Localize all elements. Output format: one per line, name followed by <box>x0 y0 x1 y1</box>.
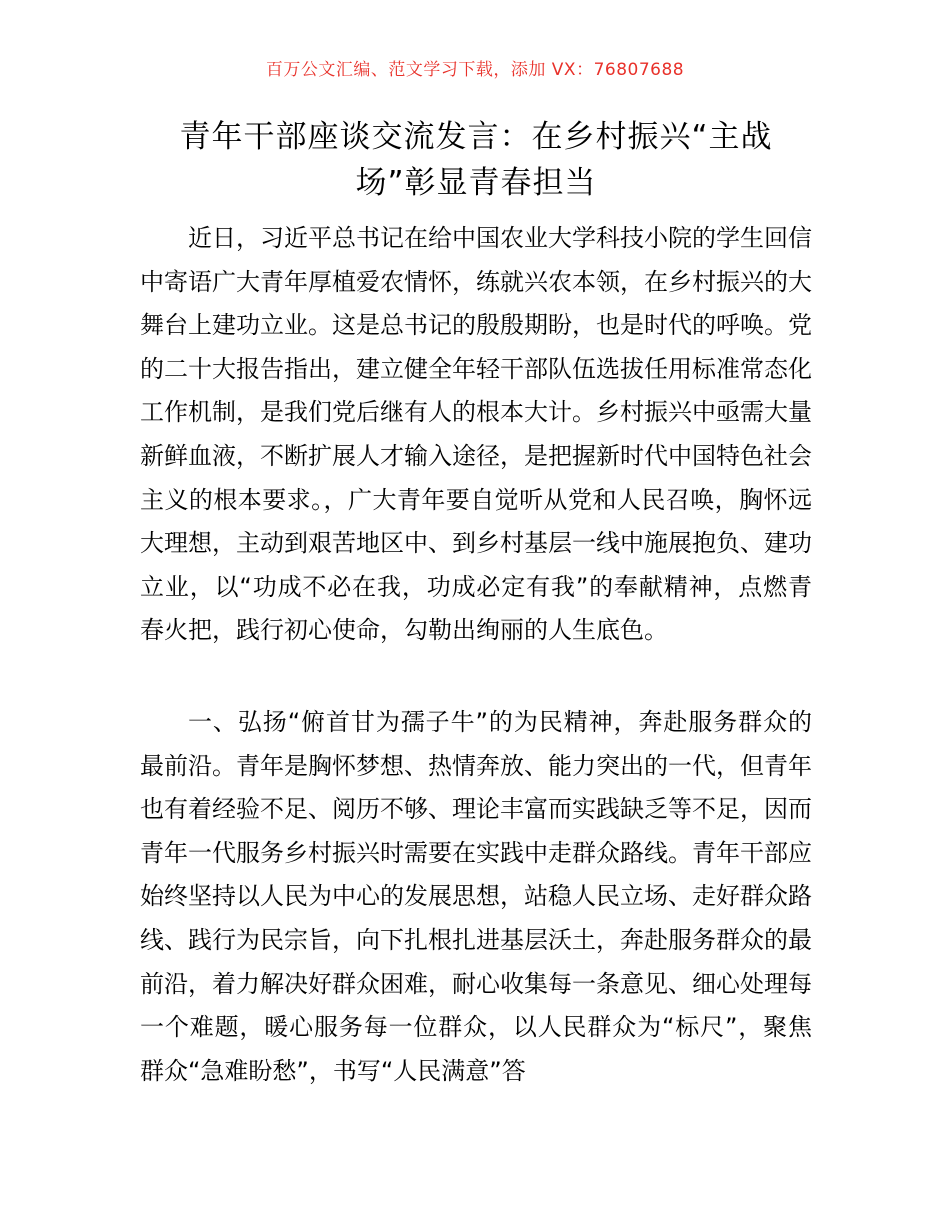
paragraph-section-one: 一、弘扬“俯首甘为孺子牛”的为民精神，奔赴服务群众的最前沿。青年是胸怀梦想、热情奔放、能力突出的一代，但青年也有着经验不足、阅历不够、理论丰富而实践缺乏等不足，因而青年一代服务乡村振兴时需要在实践中走群众路线。青年干部应始终坚持以人民为中心的发展思想，站稳人民立场、走好群众路线、践行为民宗旨，向下扎根扎进基层沃土，奔赴服务群众的最前沿，着力解决好群众困难，耐心收集每一条意见、细心处理每一个难题，暖心服务每一位群众，以人民群众为“标尺”，聚焦群众“急难盼愁”，书写“人民满意”答 <box>140 708 812 1085</box>
paragraph-intro: 近日，习近平总书记在给中国农业大学科技小院的学生回信中寄语广大青年厚植爱农情怀，练就兴农本领，在乡村振兴的大舞台上建功立业。这是总书记的殷殷期盼，也是时代的呼唤。党的二十大报告指出，建立健全年轻干部队伍选拔任用标准常态化工作机制，是我们党后继有人的根本大计。乡村振兴中亟需大量新鲜血液，不断扩展人才输入途径，是把握新时代中国特色社会主义的根本要求。，广大青年要自觉听从党和人民召唤，胸怀远大理想，主动到艰苦地区中、到乡村基层一线中施展抱负、建功立业，以“功成不必在我，功成必定有我”的奉献精神，点燃青春火把，践行初心使命，勾勒出绚丽的人生底色。 <box>140 224 812 645</box>
promo-header: 百万公文汇编、范文学习下载，添加 VX：76807688 <box>265 60 685 80</box>
document-title: 青年干部座谈交流发言：在乡村振兴“主战场”彰显青春担当 <box>179 119 773 201</box>
